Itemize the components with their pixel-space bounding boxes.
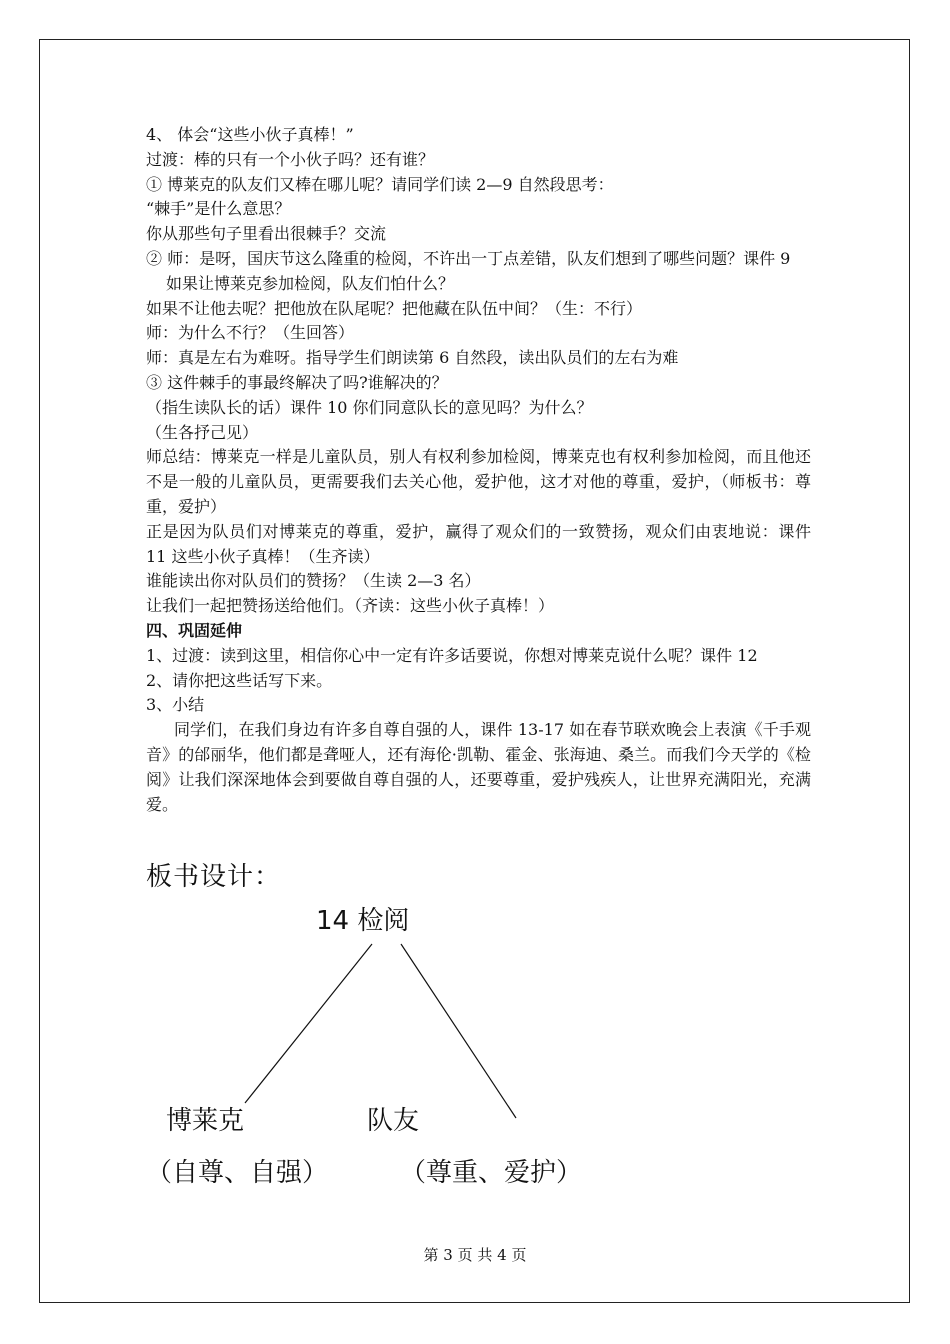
- paragraph: 正是因为队员们对博莱克的尊重，爱护，赢得了观众们的一致赞扬，观众们由衷地说：课件 11 这些小伙子真棒！（生齐读）: [146, 521, 811, 566]
- paragraph: 谁能读出你对队员们的赞扬？（生读 2—3 名）: [146, 571, 481, 591]
- paragraph: 2、请你把这些话写下来。: [146, 670, 333, 690]
- paragraph: 师总结：博莱克一样是儿童队员，别人有权利参加检阅，博莱克也有权利参加检阅，而且他还不是一般的儿童队员，更需要我们去关心他，爱护他，这才对他的尊重，爱护，（师板书：尊重，爱护）: [146, 447, 811, 516]
- paragraph: 让我们一起把赞扬送给他们。（齐读：这些小伙子真棒！）: [146, 596, 555, 616]
- board-left-subtitle: （自尊、自强）: [146, 1158, 329, 1188]
- page-number: 第 3 页 共 4 页: [423, 1246, 527, 1264]
- board-right-subtitle: （尊重、爱护）: [400, 1158, 583, 1188]
- paragraph: ① 博莱克的队友们又棒在哪儿呢？请同学们读 2—9 自然段思考：: [146, 174, 614, 194]
- branch-line-right: [401, 944, 516, 1118]
- paragraph: 师：为什么不行？（生回答）: [146, 323, 355, 343]
- paragraph: 如果不让他去呢？把他放在队尾呢？把他藏在队伍中间？（生：不行）: [146, 298, 643, 318]
- paragraph: 你从那些句子里看出很棘手？交流: [146, 224, 387, 244]
- paragraph: ② 师：是呀，国庆节这么隆重的检阅，不许出一丁点差错，队友们想到了哪些问题？课件 9 如果让博莱克参加检阅，队友们怕什么？: [146, 248, 791, 293]
- paragraph: （指生读队长的话）课件 10 你们同意队长的意见吗？为什么？: [146, 397, 593, 417]
- paragraph: 1、过渡：读到这里，相信你心中一定有许多话要说，你想对博莱克说什么呢？课件 12: [146, 645, 758, 665]
- paragraph: （生各抒己见）: [146, 422, 259, 442]
- branch-line-left: [245, 944, 372, 1103]
- board-design-heading: 板书设计：: [146, 862, 282, 892]
- section-heading: 四、巩固延伸: [146, 620, 243, 640]
- board-lesson-title: 14 检阅: [316, 906, 410, 936]
- paragraph: “棘手”是什么意思？: [146, 199, 291, 219]
- section-title-4: 4、 体会“这些小伙子真棒！”: [146, 125, 354, 144]
- paragraph: 师：真是左右为难呀。指导学生们朗读第 6 自然段，读出队员们的左右为难: [146, 348, 679, 368]
- board-right-label: 队友: [367, 1106, 420, 1136]
- summary-paragraph: 同学们，在我们身边有许多自尊自强的人，课件 13-17 如在春节联欢晚会上表演《千手观音》的邰丽华，他们都是聋哑人，还有海伦·凯勒、霍金、张海迪、桑兰。而我们今天学的《检阅》让我们深深地体会到要做自尊自强的人，还要尊重，爱护残疾人，让世界充满阳光，充满爱。: [146, 720, 811, 814]
- paragraph: 3、小结: [146, 695, 205, 715]
- paragraph: 过渡：棒的只有一个小伙子吗？还有谁？: [146, 149, 435, 169]
- board-left-label: 博莱克: [166, 1106, 245, 1136]
- paragraph: ③ 这件棘手的事最终解决了吗?谁解决的？: [146, 372, 448, 392]
